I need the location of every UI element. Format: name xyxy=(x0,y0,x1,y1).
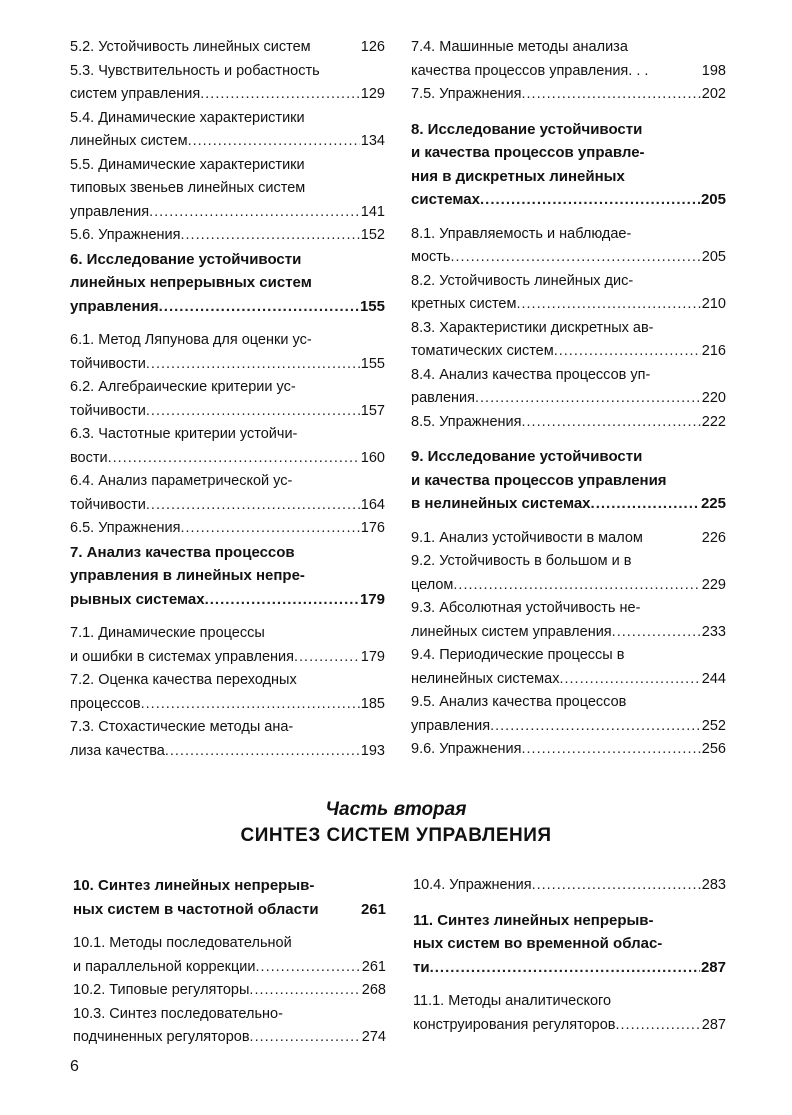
toc-entry-line: в нелинейных системах xyxy=(411,495,591,512)
toc-page-number: 287 xyxy=(701,1016,726,1033)
toc-page-number: 155 xyxy=(360,355,385,372)
toc-leader-dots xyxy=(181,517,360,541)
toc-chapter-entry xyxy=(73,874,386,921)
toc-leader-dots xyxy=(250,1026,361,1050)
toc-leader-dots xyxy=(146,400,360,424)
toc-section-entry xyxy=(411,270,726,317)
toc-entry-line: 7.2. Оценка качества переходных xyxy=(70,672,297,688)
toc-entry-line: линейных непрерывных систем xyxy=(70,274,312,291)
toc-entry-line: 5.3. Чувствительность и робастность xyxy=(70,62,320,79)
toc-leader-dots xyxy=(146,353,360,377)
part-number: Часть вторая xyxy=(325,799,467,820)
toc-leader-dots xyxy=(559,668,700,692)
toc-page-number: 222 xyxy=(701,413,726,430)
part-heading xyxy=(0,797,792,849)
part-title: СИНТЕЗ СИСТЕМ УПРАВЛЕНИЯ xyxy=(240,825,552,846)
toc-section-entry xyxy=(411,738,726,762)
toc-entry-line: ных систем во временной облас- xyxy=(413,935,663,952)
toc-entry-line: 9.6. Упражнения xyxy=(411,741,522,757)
toc-section-entry xyxy=(70,716,385,763)
toc-entry-line: линейных систем управления xyxy=(411,623,612,640)
toc-entry-line: 10.3. Синтез последовательно- xyxy=(73,1005,283,1022)
toc-page-number: 274 xyxy=(361,1029,386,1045)
toc-leader-dots xyxy=(453,574,700,598)
toc-entry-line: 6.2. Алгебраические критерии ус- xyxy=(70,379,296,395)
toc-section-entry xyxy=(411,691,726,738)
toc-page-number: 220 xyxy=(701,390,726,406)
toc-section-entry xyxy=(70,622,385,669)
spacer xyxy=(411,516,726,527)
toc-section-entry xyxy=(411,317,726,364)
toc-section-entry xyxy=(411,364,726,411)
toc-page-number: 179 xyxy=(359,590,385,608)
toc-leader-dots xyxy=(450,246,700,270)
toc-entry-line: управления xyxy=(70,203,150,220)
toc-section-entry xyxy=(70,423,385,470)
toc-entry-line: управления в линейных непре- xyxy=(70,567,305,584)
toc-page-number: 155 xyxy=(359,297,385,315)
toc-section-entry xyxy=(73,979,386,1003)
toc-leader-dots xyxy=(181,224,360,248)
toc-entry-line: мость xyxy=(411,249,451,265)
toc-page-number: 261 xyxy=(361,958,386,975)
toc-leader-dots xyxy=(205,588,359,612)
toc-entry-line: тойчивости xyxy=(70,496,146,513)
toc-section-entry xyxy=(73,932,386,979)
toc-column-bottom-left xyxy=(73,874,386,1050)
toc-entry-line: 9.4. Периодические процессы в xyxy=(411,647,625,663)
toc-entry-line: управления xyxy=(411,717,491,734)
toc-section-entry xyxy=(411,597,726,644)
toc-entry-line: и качества процессов управле- xyxy=(411,144,645,161)
toc-entry-line: 8.3. Характеристики дискретных ав- xyxy=(411,319,654,336)
toc-entry-line: 10. Синтез линейных непрерыв- xyxy=(73,877,315,894)
spacer xyxy=(413,898,726,909)
toc-entry-line: целом xyxy=(411,576,454,593)
toc-leader-dots xyxy=(256,956,361,980)
toc-leader-dots xyxy=(522,411,701,435)
toc-section-entry xyxy=(413,874,726,898)
toc-leader-dots xyxy=(108,447,360,471)
toc-entry-line: линейных систем xyxy=(70,133,188,149)
toc-entry-line: 7.1. Динамические процессы xyxy=(70,625,265,641)
toc-section-entry xyxy=(411,83,726,107)
toc-entry-line: процессов xyxy=(70,695,141,712)
toc-entry-line: томатических систем xyxy=(411,343,554,359)
toc-entry-line: 7.5. Упражнения xyxy=(411,86,522,102)
toc-entry-line: управления xyxy=(70,297,159,315)
toc-entry-line: кретных систем xyxy=(411,296,517,312)
spacer xyxy=(413,979,726,990)
toc-entry-line: ти xyxy=(413,958,430,976)
toc-entry-line: 7.4. Машинные методы анализа xyxy=(411,39,628,55)
toc-page-number: 210 xyxy=(701,296,726,312)
toc-page-number: 229 xyxy=(701,576,726,593)
spacer xyxy=(411,212,726,223)
toc-leader-dots xyxy=(554,340,701,364)
toc-page-number: 252 xyxy=(701,717,726,734)
toc-leader-dots xyxy=(522,738,701,762)
toc-page-number: 160 xyxy=(360,449,385,466)
toc-entry-line: 6. Исследование устойчивости xyxy=(70,250,302,268)
toc-section-entry xyxy=(411,527,726,551)
toc-leader-dots xyxy=(612,621,701,645)
toc-page-number: 244 xyxy=(701,670,726,687)
toc-leader-dots xyxy=(516,293,700,317)
toc-entry-line: 9.3. Абсолютная устойчивость не- xyxy=(411,600,641,616)
toc-entry-line: 8. Исследование устойчивости xyxy=(411,120,643,138)
toc-entry-line: 6.3. Частотные критерии устойчи- xyxy=(70,426,298,442)
toc-section-entry xyxy=(70,224,385,248)
toc-page-number: 202 xyxy=(701,86,726,102)
toc-page-number: 152 xyxy=(360,227,385,243)
toc-chapter-entry xyxy=(411,445,726,516)
toc-entry-line: 6.5. Упражнения xyxy=(70,520,181,536)
toc-section-entry xyxy=(70,107,385,154)
toc-entry-line: ных систем в частотной области xyxy=(73,900,319,918)
toc-entry-line: лиза качества xyxy=(70,742,165,759)
toc-entry-line: тойчивости xyxy=(70,402,146,419)
toc-entry-line: 8.4. Анализ качества процессов уп- xyxy=(411,366,651,383)
toc-entry-line: 7. Анализ качества процессов xyxy=(70,543,295,561)
toc-entry-line: 5.2. Устойчивость линейных систем xyxy=(70,39,311,55)
toc-entry-line: 6.1. Метод Ляпунова для оценки ус- xyxy=(70,332,312,348)
toc-entry-line: 9.2. Устойчивость в большом и в xyxy=(411,553,632,569)
toc-entry-line: 7.3. Стохастические методы ана- xyxy=(70,719,294,735)
toc-entry-line: 8.5. Упражнения xyxy=(411,413,522,430)
toc-chapter-entry xyxy=(70,248,385,319)
toc-page-number: 205 xyxy=(701,249,726,265)
toc-entry-line: тойчивости xyxy=(70,355,146,372)
toc-page-number: 129 xyxy=(360,86,385,102)
toc-page-number: 283 xyxy=(701,877,726,893)
spacer xyxy=(73,921,386,932)
toc-leader-dots xyxy=(532,874,701,898)
toc-section-entry xyxy=(411,36,726,83)
spacer xyxy=(70,611,385,622)
toc-entry-line: и параллельной коррекции xyxy=(73,958,256,975)
toc-leader-dots xyxy=(249,979,360,1003)
toc-entry-line: 9.5. Анализ качества процессов xyxy=(411,694,627,710)
toc-entry-line: 10.4. Упражнения xyxy=(413,877,532,893)
toc-entry-line: конструирования регуляторов xyxy=(413,1016,616,1033)
toc-page-number: 134 xyxy=(360,133,385,149)
toc-leader-dots xyxy=(200,83,360,107)
toc-leader-dots xyxy=(141,693,360,717)
toc-page-number: 179 xyxy=(360,648,385,665)
toc-page-number: 176 xyxy=(360,520,385,536)
toc-entry-line: равления xyxy=(411,390,475,406)
toc-entry-line: рывных системах xyxy=(70,590,205,608)
toc-entry-line: 10.1. Методы последовательной xyxy=(73,935,292,951)
toc-section-entry xyxy=(70,376,385,423)
toc-column-bottom-right xyxy=(413,874,726,1037)
toc-leader-dots xyxy=(490,715,701,739)
toc-leader-dots xyxy=(591,492,700,516)
toc-section-entry xyxy=(411,223,726,270)
toc-leader-dots xyxy=(146,494,360,518)
toc-entry-line: вости xyxy=(70,449,108,466)
toc-page-number: 287 xyxy=(700,958,726,976)
toc-leader-dots xyxy=(475,387,701,411)
toc-page-number: 198 xyxy=(701,62,726,79)
toc-page-number: 261 xyxy=(360,900,386,918)
toc-entry-line: ния в дискретных линейных xyxy=(411,167,625,185)
toc-section-entry xyxy=(70,60,385,107)
toc-entry-line: и ошибки в системах управления xyxy=(70,648,294,665)
toc-column-top-left xyxy=(70,36,385,763)
toc-entry-line: типовых звеньев линейных систем xyxy=(70,180,306,196)
toc-chapter-entry xyxy=(411,118,726,212)
toc-entry-line: подчиненных регуляторов xyxy=(73,1029,250,1045)
toc-page-number: 141 xyxy=(360,203,385,220)
toc-section-entry xyxy=(73,1003,386,1050)
toc-entry-line: 9.1. Анализ устойчивости в малом xyxy=(411,529,643,546)
toc-section-entry xyxy=(70,669,385,716)
toc-page-number: 268 xyxy=(361,982,386,998)
toc-column-top-right xyxy=(411,36,726,762)
toc-entry-line: 5.6. Упражнения xyxy=(70,227,181,243)
toc-entry-line: 6.4. Анализ параметрической ус- xyxy=(70,473,293,489)
toc-leader-dots xyxy=(188,130,360,154)
toc-section-entry xyxy=(70,329,385,376)
toc-section-entry xyxy=(411,644,726,691)
toc-page-number: 216 xyxy=(701,343,726,359)
toc-page-number: 256 xyxy=(701,741,726,757)
toc-section-entry xyxy=(411,411,726,435)
spacer xyxy=(70,318,385,329)
toc-entry-line: 11.1. Методы аналитического xyxy=(413,993,612,1009)
toc-leader-dots xyxy=(159,295,359,319)
toc-section-entry xyxy=(70,36,385,60)
toc-entry-line: 5.5. Динамические характеристики xyxy=(70,156,305,173)
toc-entry-line: и качества процессов управления xyxy=(411,471,667,489)
toc-leader-dots xyxy=(165,740,360,764)
toc-entry-line: нелинейных системах xyxy=(411,670,560,687)
toc-page-number: 225 xyxy=(700,495,726,512)
toc-entry-line: 8.2. Устойчивость линейных дис- xyxy=(411,272,634,289)
toc-page-number: 185 xyxy=(360,695,385,712)
toc-section-entry xyxy=(411,550,726,597)
toc-page-number: 205 xyxy=(700,191,726,208)
toc-leader-dots xyxy=(522,83,701,107)
toc-leader-dots xyxy=(149,201,360,225)
toc-chapter-entry xyxy=(413,909,726,980)
toc-chapter-entry xyxy=(70,541,385,612)
toc-page-number: 157 xyxy=(360,402,385,419)
toc-leader-dots xyxy=(615,1014,700,1038)
page-number: 6 xyxy=(70,1058,79,1075)
spacer xyxy=(411,107,726,118)
toc-entry-line: 9. Исследование устойчивости xyxy=(411,448,643,465)
toc-entry-line: 11. Синтез линейных непрерыв- xyxy=(413,911,654,929)
toc-leader-dots xyxy=(294,646,360,670)
spacer xyxy=(411,434,726,445)
toc-page-number: 233 xyxy=(701,623,726,640)
toc-page-number: 193 xyxy=(360,742,385,759)
toc-entry-line: 5.4. Динамические характеристики xyxy=(70,109,305,126)
toc-section-entry xyxy=(70,470,385,517)
toc-page-number: 226 xyxy=(701,529,726,546)
toc-entry-line: систем управления xyxy=(70,86,201,102)
toc-page-number: 126 xyxy=(360,39,385,55)
toc-entry-line: качества процессов управления. . . xyxy=(411,62,649,79)
toc-entry-line: системах xyxy=(411,191,480,208)
toc-entry-line: 10.2. Типовые регуляторы xyxy=(73,982,250,998)
toc-section-entry xyxy=(70,154,385,225)
toc-leader-dots xyxy=(480,188,700,212)
toc-entry-line: 8.1. Управляемость и наблюдае- xyxy=(411,225,632,242)
toc-leader-dots xyxy=(430,956,700,980)
toc-section-entry xyxy=(413,990,726,1037)
toc-section-entry xyxy=(70,517,385,541)
toc-page-number: 164 xyxy=(360,496,385,513)
